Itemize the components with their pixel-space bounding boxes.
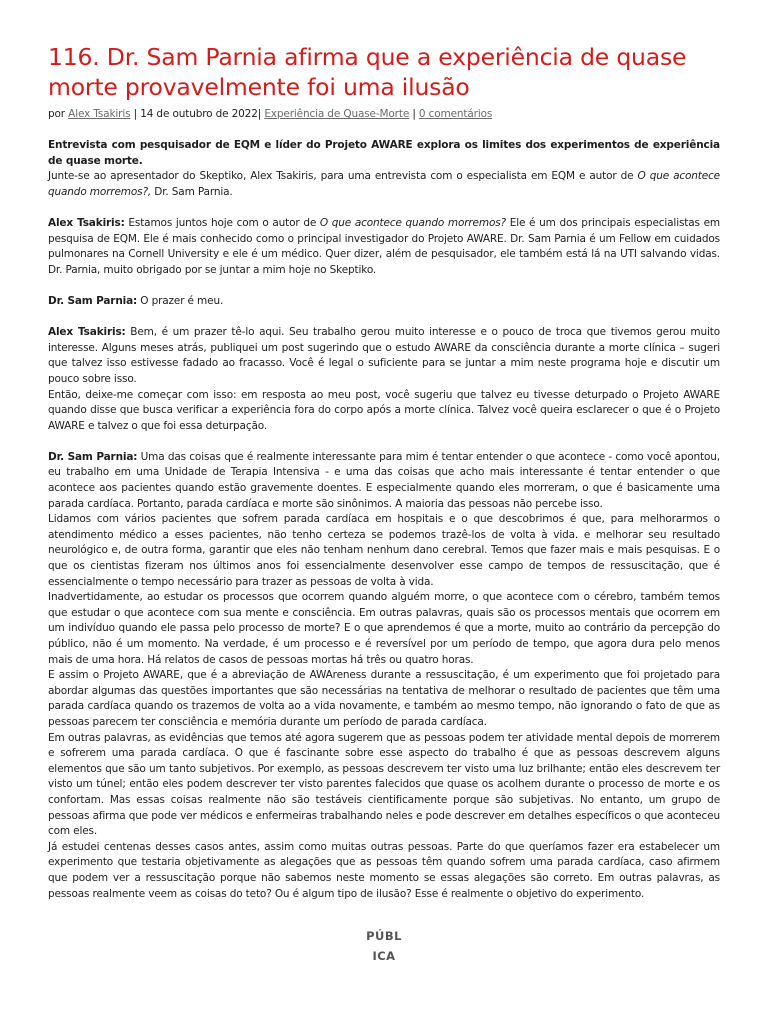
- speaker-label: Dr. Sam Parnia:: [48, 450, 138, 463]
- meta-separator: |: [257, 108, 265, 120]
- paragraph: Em outras palavras, as evidências que temos até agora sugerem que as pessoas podem ter atividade mental depois de morrerem e sofrerem uma parada cardíaca. O que é fascinante sobre esse aspecto do trabalho é que as pessoas descrevem alguns elementos que são um tanto subjetivos. Por exemplo, as pessoas descrevem ter visto uma luz brilhante; então eles descrevem ter visto um túnel; então eles podem descrever ter visto parentes falecidos que quase os acolhem durante o processo de morte e os confortam. Mas essas coisas realmente não são testáveis cientificamente porque são subjetivas. No entanto, um grupo de pessoas afirma que pode ver médicos e enfermeiras trabalhando neles e pode descrever em detalhes específicos o que aconteceu com eles.: [48, 731, 720, 838]
- paragraph: Já estudei centenas desses casos antes, assim como muitas outras pessoas. Parte do que queríamos fazer era estabelecer um experimento que testaria objetivamente as alegações que as pessoas têm quando sofrem uma parada cardíaca, caso afirmem que podem ver a ressuscitação porque não sabemos neste momento se essas alegações são correto. Em outras palavras, as pessoas realmente veem as coisas do teto? Ou é algum tipo de ilusão? Esse é realmente o objetivo do experimento.: [48, 840, 720, 900]
- category-link[interactable]: Experiência de Quase-Morte: [264, 108, 410, 120]
- paragraph: Lidamos com vários pacientes que sofrem parada cardíaca em hospitais e o que descobrimos é que, para melhorarmos o atendimento médico a esses pacientes, não tenho certeza se podemos trazê-los de volta à vida. e melhorar seu resultado neurológico e, de outra forma, garantir que eles não tenham nenhum dano cerebral. Temos que fazer mais e mais pesquisas. E o que os cientistas fizeram nos últimos anos foi essencialmente desenvolver esse campo de tempos de ressuscitação, que é essencialmente o tempo necessário para trazer as pessoas de volta à vida.: [48, 513, 720, 588]
- article-meta: [48, 108, 720, 120]
- article-date: 14 de outubro de 2022: [140, 108, 258, 120]
- author-link[interactable]: Alex Tsakiris: [68, 108, 131, 120]
- paragraph: Dr. Sam Parnia: O prazer é meu.: [48, 294, 224, 307]
- intro-paragraph: Junte-se ao apresentador do Skeptiko, Alex Tsakiris, para uma entrevista com o especialista em EQM e autor de O que acontece quando morremos?, Dr. Sam Parnia.: [48, 170, 720, 198]
- meta-separator: |: [130, 108, 141, 120]
- speaker-label: Alex Tsakiris:: [48, 326, 126, 339]
- paragraph: Então, deixe-me começar com isso: em resposta ao meu post, você sugeriu que talvez eu tivesse deturpado o Projeto AWARE quando disse que busca verificar a experiência fora do corpo após a morte clínica. Talvez você queira esclarecer o que é o Projeto AWARE e talvez o que foi essa deturpação.: [48, 388, 720, 432]
- book-title: O que acontece quando morremos?: [319, 216, 506, 229]
- paragraph: E assim o Projeto AWARE, que é a abreviação de AWAreness durante a ressuscitação, é um experimento que foi projetado para abordar algumas das questões importantes que são necessárias na tentativa de melhorar o resultado de pacientes que têm uma parada cardíaca quando os trazemos de volta ao a vida novamente, e também ao mesmo tempo, não ignorando o fato de que as pessoas parecem ter consciência e memória durante um período de parada cardíaca.: [48, 669, 720, 728]
- book-title: O que acontece quando morremos?,: [48, 170, 720, 198]
- paragraph: Alex Tsakiris: Estamos juntos hoje com o autor de O que acontece quando morremos? Ele é um dos principais especialistas em pesquisa de EQM. Ele é mais conhecido como o principal investigador do Projeto AWARE. Dr. Sam Parnia é um Fellow em cuidados pulmonares na Cornell University e ele é um médico. Quer dizer, além de pesquisador, ele também está lá na UTI salvando vidas. Dr. Parnia, muito obrigado por se juntar a mim hoje no Skeptiko.: [48, 216, 720, 276]
- speaker-label: Dr. Sam Parnia:: [48, 294, 138, 307]
- article-body: [48, 138, 720, 902]
- comments-link[interactable]: 0 comentários: [418, 108, 493, 120]
- advertisement-label: PÚBL ICA: [366, 929, 402, 964]
- article-title: 116. Dr. Sam Parnia afirma que a experiência de quase morte provavelmente foi uma ilusão: [48, 43, 687, 101]
- speaker-label: Alex Tsakiris:: [48, 216, 125, 229]
- meta-separator: |: [409, 108, 419, 120]
- article-lead: Entrevista com pesquisador de EQM e líder do Projeto AWARE explora os limites dos experimentos de experiência de quase morte.: [48, 139, 720, 167]
- paragraph: Inadvertidamente, ao estudar os processos que ocorrem quando alguém morre, o que acontece com o cérebro, também temos que estudar o que acontece com sua mente e consciência. Em outras palavras, quais são os processos mentais que ocorrem em um indivíduo quando ele passa pelo processo de morte? E o que aprendemos é que a morte, muito ao contrário da percepção do público, não é um momento. Na verdade, é um processo e é reversível por um período de tempo, que agora dura pelo menos mais de uma hora. Há relatos de casos de pessoas mortas há três ou quatro horas.: [48, 591, 720, 666]
- paragraph: Alex Tsakiris: Bem, é um prazer tê-lo aqui. Seu trabalho gerou muito interesse e o pouco de troca que tivemos gerou muito interesse. Alguns meses atrás, publiquei um post sugerindo que o estudo AWARE da consciência durante a morte clínica – sugeri que talvez isso estivesse fadado ao fracasso. Você é legal o suficiente para se juntar a mim neste programa hoje e discutir um pouco sobre isso.: [48, 326, 720, 385]
- paragraph: Dr. Sam Parnia: Uma das coisas que é realmente interessante para mim é tentar entender o que acontece - como você apontou, eu trabalho em uma Unidade de Terapia Intensiva - e uma das coisas que acho mais interessante é tentar entender o que acontece aos pacientes quando estão gravemente doentes. E especialmente quando eles morreram, o que é basicamente uma parada cardíaca. Portanto, parada cardíaca e morte são sinônimos. A maioria das pessoas não percebe isso.: [48, 450, 720, 510]
- meta-by: por: [48, 108, 69, 120]
